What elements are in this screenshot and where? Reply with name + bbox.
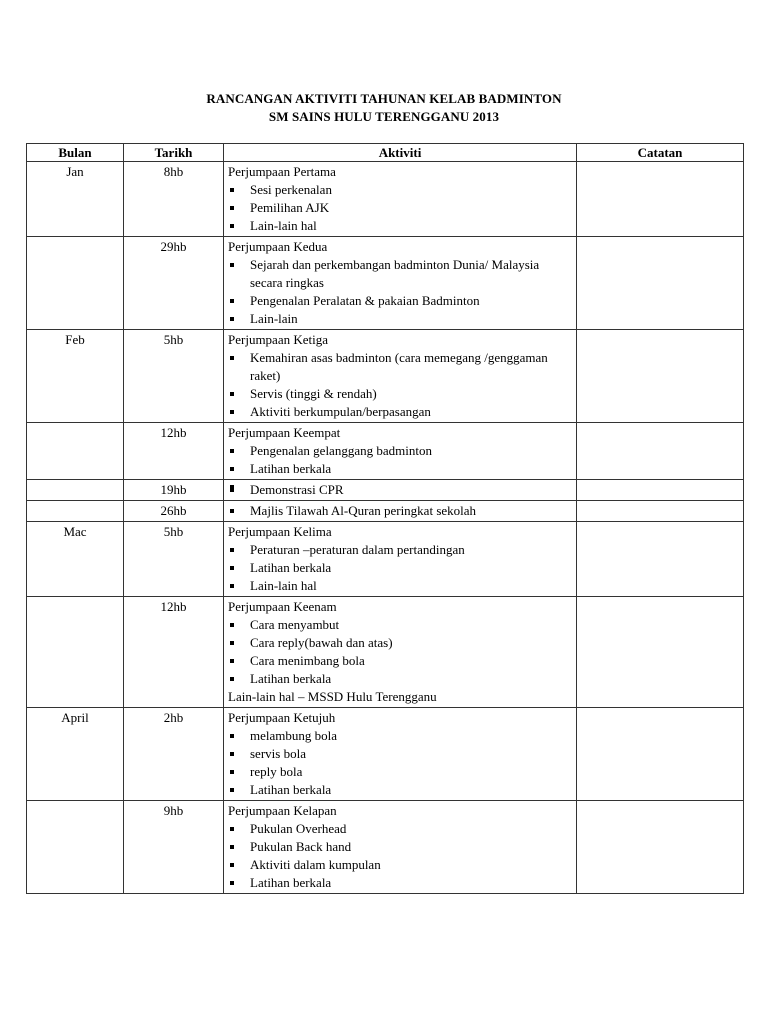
activity-item: Sesi perkenalan xyxy=(228,181,572,199)
cell-tarikh: 8hb xyxy=(124,162,224,237)
cell-tarikh: 12hb xyxy=(124,423,224,480)
cell-tarikh: 5hb xyxy=(124,330,224,423)
table-header-row xyxy=(27,144,744,162)
activity-item: Cara menyambut xyxy=(228,616,572,634)
cell-aktiviti xyxy=(224,480,577,501)
activity-item: Pukulan Back hand xyxy=(228,838,572,856)
table-row xyxy=(27,162,744,237)
activity-list xyxy=(228,502,572,520)
activity-list xyxy=(228,541,572,595)
activity-item: Demonstrasi CPR xyxy=(228,481,572,499)
activity-item: Pengenalan gelanggang badminton xyxy=(228,442,572,460)
cell-bulan: Feb xyxy=(27,330,124,423)
meeting-heading: Perjumpaan Pertama xyxy=(228,164,336,179)
document-title-block xyxy=(0,90,768,126)
activity-item: Aktiviti berkumpulan/berpasangan xyxy=(228,403,572,421)
cell-aktiviti xyxy=(224,237,577,330)
cell-tarikh: 5hb xyxy=(124,522,224,597)
table-row xyxy=(27,522,744,597)
activity-item: Lain-lain hal xyxy=(228,217,572,235)
activity-item: reply bola xyxy=(228,763,572,781)
cell-catatan xyxy=(577,708,744,801)
activity-list xyxy=(228,616,572,688)
header-catatan: Catatan xyxy=(577,144,744,162)
cell-bulan xyxy=(27,597,124,708)
cell-catatan xyxy=(577,162,744,237)
activity-item: Pukulan Overhead xyxy=(228,820,572,838)
activity-item: Majlis Tilawah Al-Quran peringkat sekolah xyxy=(228,502,572,520)
header-aktiviti: Aktiviti xyxy=(224,144,577,162)
activity-item: Lain-lain xyxy=(228,310,572,328)
activity-item: servis bola xyxy=(228,745,572,763)
cell-aktiviti xyxy=(224,708,577,801)
meeting-heading: Perjumpaan Keenam xyxy=(228,599,337,614)
meeting-heading: Perjumpaan Ketiga xyxy=(228,332,328,347)
activity-item: Latihan berkala xyxy=(228,670,572,688)
meeting-heading: Perjumpaan Ketujuh xyxy=(228,710,336,725)
cell-bulan xyxy=(27,423,124,480)
cell-catatan xyxy=(577,330,744,423)
cell-aktiviti xyxy=(224,330,577,423)
cell-tarikh: 26hb xyxy=(124,501,224,522)
cell-catatan xyxy=(577,801,744,894)
cell-tarikh: 29hb xyxy=(124,237,224,330)
activity-plan-table xyxy=(26,143,744,894)
activity-item: Sejarah dan perkembangan badminton Dunia/ Malaysia secara ringkas xyxy=(228,256,572,292)
activity-list xyxy=(228,256,572,328)
cell-catatan xyxy=(577,423,744,480)
cell-bulan xyxy=(27,501,124,522)
activity-item: melambung bola xyxy=(228,727,572,745)
cell-aktiviti xyxy=(224,501,577,522)
cell-catatan xyxy=(577,237,744,330)
table-row xyxy=(27,708,744,801)
activity-item: Latihan berkala xyxy=(228,874,572,892)
cell-catatan xyxy=(577,480,744,501)
cell-bulan xyxy=(27,480,124,501)
meeting-heading: Perjumpaan Keempat xyxy=(228,425,341,440)
document-title: RANCANGAN AKTIVITI TAHUNAN KELAB BADMINTON xyxy=(206,91,562,106)
cell-bulan xyxy=(27,801,124,894)
cell-bulan: Mac xyxy=(27,522,124,597)
table-row xyxy=(27,423,744,480)
activity-item: Pengenalan Peralatan & pakaian Badminton xyxy=(228,292,572,310)
table-row xyxy=(27,480,744,501)
activity-list xyxy=(228,820,572,892)
activity-note: Lain-lain hal – MSSD Hulu Terengganu xyxy=(228,689,437,704)
activity-list xyxy=(228,181,572,235)
cell-aktiviti xyxy=(224,522,577,597)
activity-list xyxy=(228,442,572,478)
table-row xyxy=(27,597,744,708)
cell-tarikh: 2hb xyxy=(124,708,224,801)
cell-catatan xyxy=(577,597,744,708)
table-row xyxy=(27,237,744,330)
activity-list xyxy=(228,727,572,799)
cell-tarikh: 19hb xyxy=(124,480,224,501)
activity-item: Lain-lain hal xyxy=(228,577,572,595)
table-row xyxy=(27,330,744,423)
activity-item: Kemahiran asas badminton (cara memegang /genggaman raket) xyxy=(228,349,572,385)
activity-item: Latihan berkala xyxy=(228,781,572,799)
header-tarikh: Tarikh xyxy=(124,144,224,162)
document-subtitle: SM SAINS HULU TERENGGANU 2013 xyxy=(268,109,500,124)
meeting-heading: Perjumpaan Kedua xyxy=(228,239,328,254)
cell-tarikh: 9hb xyxy=(124,801,224,894)
cell-bulan: Jan xyxy=(27,162,124,237)
activity-item: Pemilihan AJK xyxy=(228,199,572,217)
cell-tarikh: 12hb xyxy=(124,597,224,708)
meeting-heading: Perjumpaan Kelapan xyxy=(228,803,337,818)
activity-item: Latihan berkala xyxy=(228,460,572,478)
cell-aktiviti xyxy=(224,801,577,894)
activity-item: Cara reply(bawah dan atas) xyxy=(228,634,572,652)
activity-item: Servis (tinggi & rendah) xyxy=(228,385,572,403)
cell-aktiviti xyxy=(224,597,577,708)
meeting-heading: Perjumpaan Kelima xyxy=(228,524,332,539)
header-bulan: Bulan xyxy=(27,144,124,162)
cell-catatan xyxy=(577,522,744,597)
cell-aktiviti xyxy=(224,162,577,237)
activity-list xyxy=(228,481,572,499)
activity-item: Aktiviti dalam kumpulan xyxy=(228,856,572,874)
activity-list xyxy=(228,349,572,421)
activity-item: Cara menimbang bola xyxy=(228,652,572,670)
table-row xyxy=(27,801,744,894)
cell-bulan: April xyxy=(27,708,124,801)
activity-item: Peraturan –peraturan dalam pertandingan xyxy=(228,541,572,559)
cell-aktiviti xyxy=(224,423,577,480)
cell-bulan xyxy=(27,237,124,330)
cell-catatan xyxy=(577,501,744,522)
activity-item: Latihan berkala xyxy=(228,559,572,577)
table-row xyxy=(27,501,744,522)
